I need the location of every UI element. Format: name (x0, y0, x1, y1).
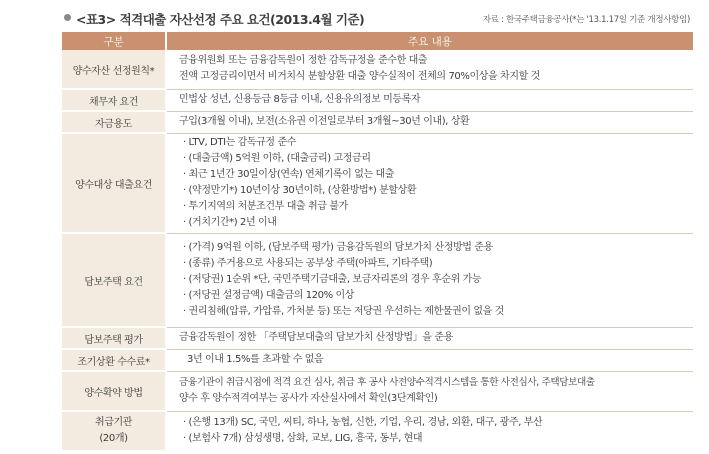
table-row (62, 371, 693, 411)
table-caption (64, 8, 704, 30)
row-content (166, 89, 693, 111)
row-label (62, 411, 166, 451)
content-line: · (약정만기*) 10년이상 30년이하, (상환방법*) 분할상환 (183, 185, 417, 196)
row-content (166, 133, 693, 233)
row-label-text: 담보주택 평가 (84, 334, 143, 346)
table-row (62, 327, 693, 349)
row-label (62, 233, 166, 327)
requirements-table (62, 32, 693, 452)
row-label-text: 양수확약 방법 (84, 387, 143, 399)
column-header-category: 구분 (62, 32, 166, 50)
table-row (62, 133, 693, 233)
row-label-text: (20개) (99, 433, 128, 444)
content-line: · 권리침해(압류, 가압류, 가처분 등) 또는 저당권 우선하는 제한물권이 없을 것 (183, 306, 504, 317)
row-label-text: 조기상환 수수료* (77, 356, 150, 368)
content-line: · (은행 13개) SC, 국민, 씨티, 하나, 농협, 신한, 기업, 우리, 경남, 외환, 대구, 광주, 부산 (183, 417, 543, 429)
row-content (166, 233, 693, 327)
row-content (166, 50, 693, 89)
row-label (62, 111, 166, 133)
content-line: · (저당권) 1순위 *단, 국민주택기금대출, 보금자리론의 경우 후순위 가능 (183, 274, 482, 285)
content-line: · (거치기간*) 2년 이내 (183, 217, 277, 228)
row-content (166, 111, 693, 133)
content-line: 금융감독원이 정한 「주택담보대출의 담보가치 산정방법」을 준용 (179, 332, 453, 343)
table-title: <표3> 적격대출 자산선정 주요 요건(2013.4월 기준) (76, 12, 365, 27)
content-line: 구입(3개월 이내), 보전(소유권 이전일로부터 3개월~30년 이내), 상환 (179, 116, 470, 127)
source-note: 자료 : 한국주택금융공사(*는 '13.1.17일 기준 개정사항임) (482, 15, 690, 25)
content-line: 금융기관이 취급시점에 적격 요건 심사, 취급 후 공사 사전양수적격시스템을 통한 사전심사, 주택담보대출 (179, 377, 595, 388)
content-line: · (저당권 설정금액) 대출금의 120% 이상 (183, 290, 355, 301)
content-line: · LTV, DTI는 감독규정 준수 (183, 137, 296, 148)
row-content (166, 371, 693, 411)
content-line: · (보험사 7개) 삼성생명, 삼화, 교보, LIG, 흥국, 동부, 현대 (183, 433, 423, 445)
row-label (62, 89, 166, 111)
row-content (166, 411, 693, 451)
row-label (62, 50, 166, 89)
content-line: 3년 이내 1.5%를 초과할 수 없음 (187, 354, 324, 365)
bullet-icon (64, 14, 71, 21)
row-label-text: 자금용도 (94, 118, 133, 130)
row-label (62, 371, 166, 411)
row-label-text: 취급기관 (94, 417, 133, 428)
row-label (62, 327, 166, 349)
table-row (62, 111, 693, 133)
column-header-content: 주요 내용 (166, 32, 693, 50)
content-line: · (종류) 주거용으로 사용되는 공부상 주택(아파트, 기타주택) (183, 258, 433, 269)
content-line: · 최근 1년간 30일이상(연속) 연체기록이 없는 대출 (183, 169, 395, 180)
row-label-text: 양수대상 대출요건 (75, 179, 152, 191)
content-line: 양수 후 양수적격여부는 공사가 자산실사에서 확인(3단계확인) (179, 393, 438, 404)
table-row (62, 349, 693, 371)
content-line: 금융위원회 또는 금융감독원이 정한 감독규정을 준수한 대출 (179, 55, 428, 67)
row-label (62, 133, 166, 233)
row-content (166, 349, 693, 371)
table-row (62, 233, 693, 327)
row-label-text: 담보주택 요건 (84, 276, 143, 288)
row-label-text: 채무자 요건 (88, 96, 139, 108)
row-label (62, 349, 166, 371)
content-line: 전액 고정금리이면서 비거치식 분할상환 대출 양수실적이 전체의 70%이상을 차지할 것 (179, 71, 540, 83)
table-header-row (62, 32, 693, 50)
table-row (62, 50, 693, 89)
content-line: · 투기지역의 처분조건부 대출 취급 불가 (183, 201, 348, 212)
table-row (62, 411, 693, 451)
content-line: · (가격) 9억원 이하, (담보주택 평가) 금융감독원의 담보가치 산정방법 준용 (183, 242, 493, 253)
content-line: · (대출금액) 5억원 이하, (대출금리) 고정금리 (183, 153, 371, 164)
content-line: 민법상 성년, 신용등급 8등급 이내, 신용유의정보 미등록자 (179, 94, 421, 105)
row-content (166, 327, 693, 349)
table-row (62, 89, 693, 111)
row-label-text: 양수자산 선정원칙* (72, 65, 155, 77)
